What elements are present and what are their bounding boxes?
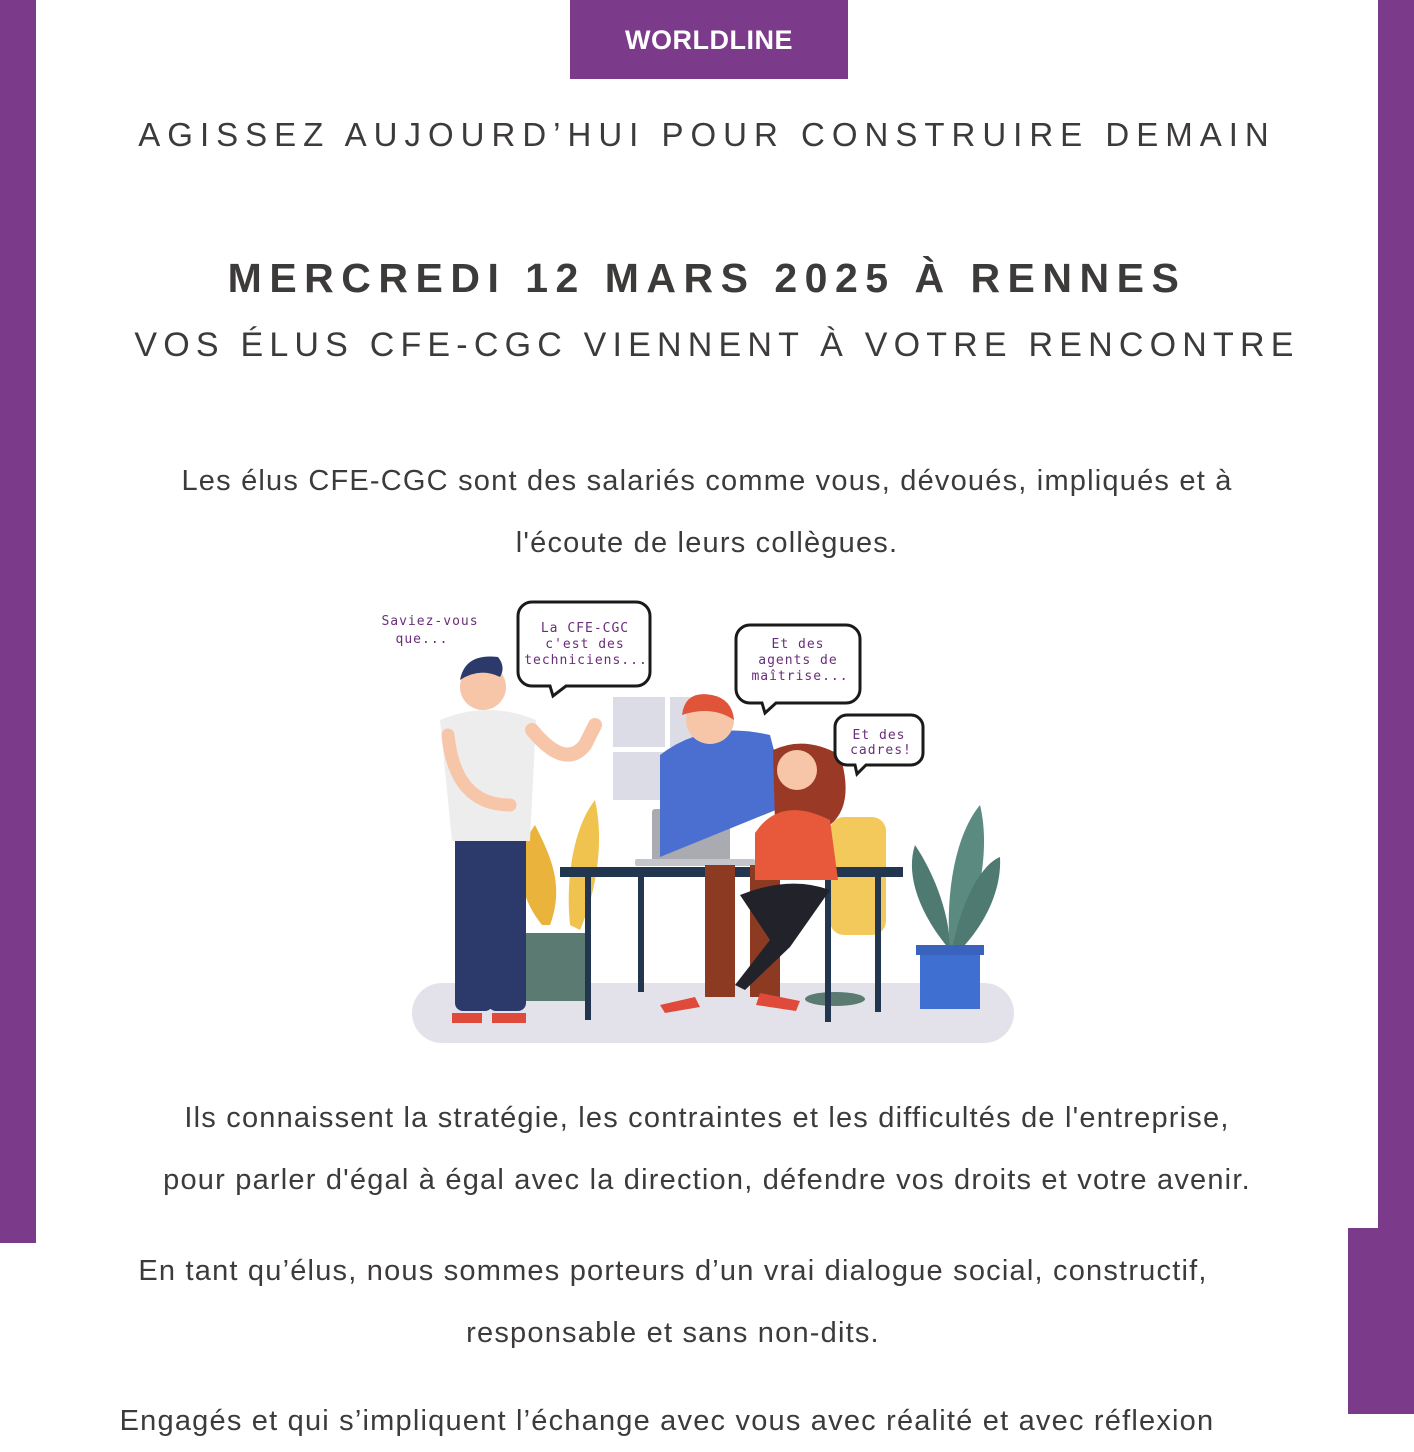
team-illustration bbox=[360, 595, 1020, 1055]
dialogue-line-1: En tant qu’élus, nous sommes porteurs d’un vrai dialogue social, constructif, bbox=[138, 1255, 1208, 1287]
bubble-2-line-2: c'est des bbox=[545, 637, 625, 652]
worldline-logo bbox=[570, 0, 848, 79]
chair-base bbox=[805, 992, 865, 1006]
intro-line-2: l'écoute de leurs collègues. bbox=[515, 527, 899, 559]
cut-off-paragraph bbox=[0, 1390, 1374, 1452]
cut-off-line: Engagés et qui s’impliquent l’échange avec vous avec réalité et avec réflexion bbox=[119, 1405, 1215, 1437]
speech-bubble-4 bbox=[835, 715, 923, 774]
speech-bubble-3 bbox=[736, 625, 860, 713]
right-plant bbox=[912, 805, 1000, 1009]
dialogue-paragraph bbox=[0, 1240, 1380, 1364]
bubble-2-line-3: techniciens... bbox=[524, 653, 648, 668]
strategy-line-2: pour parler d'égal à égal avec la direction, défendre vos droits et votre avenir. bbox=[163, 1164, 1251, 1196]
intro-line-1: Les élus CFE-CGC sont des salariés comme vous, dévoués, impliqués et à bbox=[181, 465, 1233, 497]
bubble-2-line-1: La CFE-CGC bbox=[540, 621, 630, 636]
intro-paragraph bbox=[0, 450, 1414, 574]
bubble-3-line-1: Et des bbox=[771, 637, 825, 652]
tagline: AGISSEZ AUJOURD’HUI POUR CONSTRUIRE DEMAIN bbox=[138, 116, 1276, 153]
bubble-1-line-1: Saviez-vous bbox=[381, 614, 479, 629]
bubble-4-line-2: cadres! bbox=[850, 743, 912, 758]
bubble-3-line-2: agents de bbox=[758, 653, 838, 668]
dialogue-line-2: responsable et sans non-dits. bbox=[466, 1317, 880, 1349]
bubble-4-line-1: Et des bbox=[852, 728, 906, 743]
right-purple-band bbox=[1378, 0, 1414, 1228]
bubble-3-line-3: maîtrise... bbox=[751, 669, 849, 684]
speech-bubble-2 bbox=[518, 602, 650, 696]
strategy-paragraph bbox=[0, 1087, 1414, 1211]
logo-text: WORLDLINE bbox=[625, 25, 793, 55]
bubble-1-line-2: que... bbox=[395, 632, 449, 647]
event-subtitle: VOS ÉLUS CFE-CGC VIENNENT À VOTRE RENCONTRE bbox=[134, 326, 1300, 364]
event-date-heading: MERCREDI 12 MARS 2025 À RENNES bbox=[227, 255, 1187, 301]
strategy-line-1: Ils connaissent la stratégie, les contraintes et les difficultés de l'entreprise, bbox=[184, 1102, 1230, 1134]
left-purple-band bbox=[0, 0, 36, 1243]
